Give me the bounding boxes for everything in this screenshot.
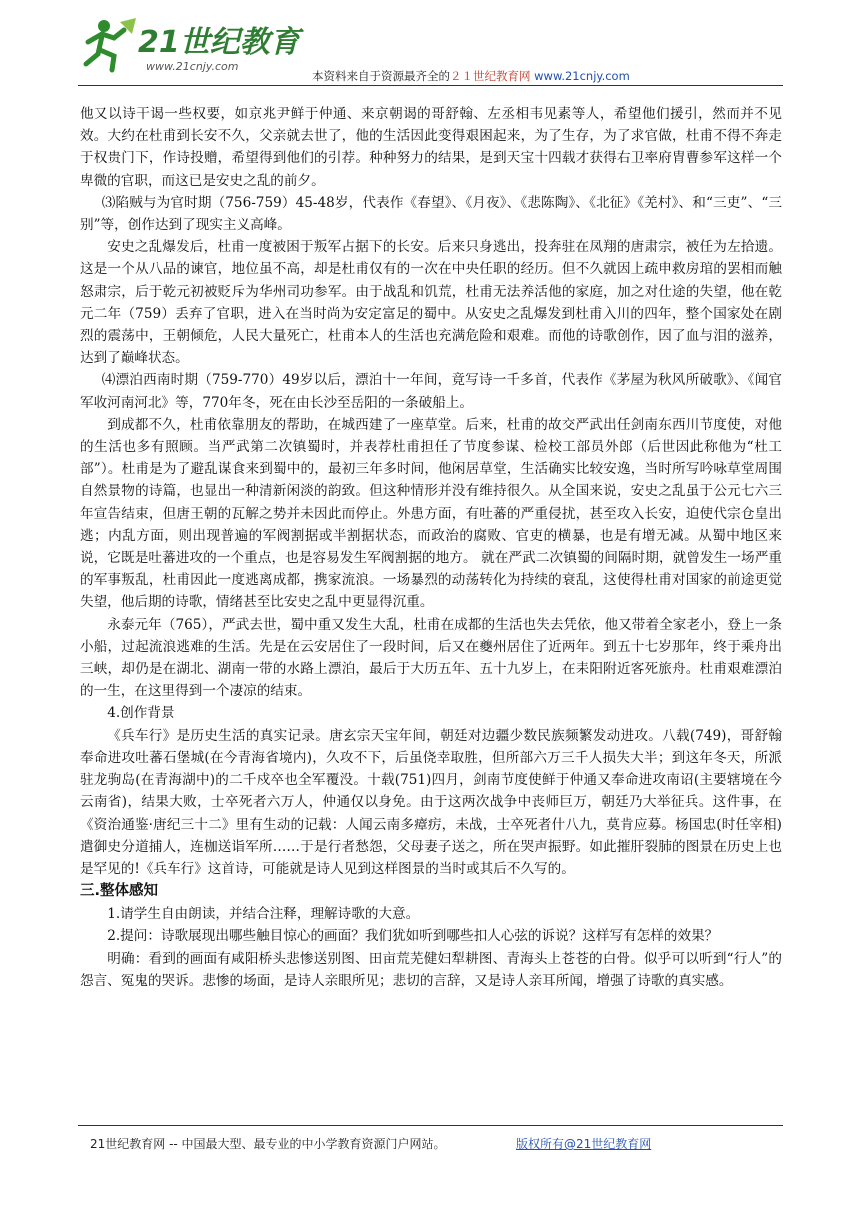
copyright-link[interactable]: 版权所有@21世纪教育网 [516, 1137, 652, 1151]
site-logo [80, 12, 310, 84]
list-item: 2.提问：诗歌展现出哪些触目惊心的画面？我们犹如听到哪些扣人心弦的诉说？这样写有怎样的效果？ [107, 928, 719, 945]
svg-text:21世纪教育: 21世纪教育 [138, 25, 300, 60]
paragraph: ⑷漂泊西南时期（759-770）49岁以后，漂泊十一年间，竟写诗一千多首，代表作《茅屋为秋风所破歌》、《闻官军收河南河北》等，770年冬，死在由长沙至岳阳的一条破船上。 [80, 372, 782, 411]
page-header [0, 0, 860, 95]
paragraph: 《兵车行》是历史生活的真实记录。唐玄宗天宝年间，朝廷对边疆少数民族频繁发动进攻。八载(749)，哥舒翰奉命进攻吐蕃石堡城(在今青海省境内)，久攻不下，后虽侥幸取胜，但所部六万三千人损失大半；到这年冬天，所派驻龙驹岛(在青海湖中)的二千戍卒也全军覆没。十载(751)四月，剑南节度使鲜于仲通又奉命进攻南诏(主要辖境在今云南省)，结果大败，士卒死者六万人，仲通仅以身免。由于这两次战争中丧师巨万，朝廷乃大举征兵。这件事，在《资治通鉴·唐纪三十二》里有生动的记载：人闻云南多瘴疠，未战，士卒死者什八九，莫肯应募。杨国忠(时任宰相)遣御史分道捕人，连枷送诣军所……于是行者愁怨，父母妻子送之，所在哭声振野。如此摧肝裂肺的图景在历史上也是罕见的!《兵车行》这首诗，可能就是诗人见到这样图景的当时或其后不久写的。 [80, 727, 782, 877]
paragraph: 永泰元年（765），严武去世，蜀中重又发生大乱，杜甫在成都的生活也失去凭依，他又带着全家老小，登上一条小船，过起流浪逃难的生活。先是在云安居住了一段时间，后又在夔州居住了近两年。到五十七岁那年，终于乘舟出三峡，却仍是在湖北、湖南一带的水路上漂泊，最后于大历五年、五十九岁上，在耒阳附近客死旅舟。杜甫艰难漂泊的一生，在这里得到一个凄凉的结束。 [80, 616, 782, 700]
svg-text:www.21cnjy.com: www.21cnjy.com [146, 60, 239, 73]
header-source-text [312, 68, 630, 84]
footer-divider [78, 1125, 783, 1126]
document-body [80, 103, 782, 992]
paragraph: 安史之乱爆发后，杜甫一度被困于叛军占据下的长安。后来只身逃出，投奔驻在凤翔的唐肃宗，被任为左拾遗。这是一个从八品的谏官，地位虽不高，却是杜甫仅有的一次在中央任职的经历。但不久就因上疏申救房琯的罢相而触怒肃宗，后于乾元初被贬斥为华州司功参军。由于战乱和饥荒，杜甫无法养活他的家庭，加之对仕途的失望，他在乾元二年（759）丢弃了官职，进入在当时尚为安定富足的蜀中。从安史之乱爆发到杜甫入川的四年，整个国家处在剧烈的震荡中，王朝倾危，人民大量死亡，杜甫本人的生活也充满危险和艰难。而他的诗歌创作，因了血与泪的滋养，达到了巅峰状态。 [80, 239, 782, 367]
section-heading: 三.整体感知 [80, 883, 159, 900]
header-divider [78, 85, 783, 86]
header-source-prefix: 本资料来自于资源最齐全的 [312, 69, 450, 83]
paragraph: 到成都不久，杜甫依靠朋友的帮助，在城西建了一座草堂。后来，杜甫的故交严武出任剑南东西川节度使，对他的生活也多有照顾。当严武第二次镇蜀时，并表荐杜甫担任了节度参谋、检校工部员外郎（后世因此称他为“杜工部”）。杜甫是为了避乱谋食来到蜀中的，最初三年多时间，他闲居草堂，生活确实比较安逸，当时所写吟咏草堂周围自然景物的诗篇，也显出一种清新闲淡的韵致。但这种情形并没有维持很久。从全国来说，安史之乱虽于公元七六三年宣告结束，但唐王朝的瓦解之势并未因此而停止。外患方面，有吐蕃的严重侵扰，甚至攻入长安，迫使代宗仓皇出逃；内乱方面，则出现普遍的军阀割据或半割据状态，而政治的腐败、官吏的横暴，也是有增无减。从蜀中地区来说，它既是吐蕃进攻的一个重点，也是容易发生军阀割据的地方。 就在严武二次镇蜀的间隔时期，就曾发生一场严重的军事叛乱，杜甫因此一度逃离成都，携家流浪。一场暴烈的动荡转化为持续的衰乱，这使得杜甫对国家的前途更觉失望，他后期的诗歌，情绪甚至比安史之乱中更显得沉重。 [80, 416, 782, 611]
header-source-site[interactable]: ２１世纪教育网 [450, 69, 531, 83]
header-source-url[interactable]: www.21cnjy.com [534, 69, 630, 83]
running-figure-icon [86, 18, 136, 70]
paragraph: ⑶陷贼与为官时期（756-759）45-48岁，代表作《春望》、《月夜》、《悲陈陶》、《北征》《羌村》、和“三吏”、“三别”等，创作达到了现实主义高峰。 [80, 194, 782, 234]
paragraph: 明确：看到的画面有咸阳桥头悲惨送别图、田亩荒芜健妇犁耕图、青海头上苍苍的白骨。似乎可以听到“行人”的怨言、冤鬼的哭诉。悲惨的场面，是诗人亲眼所见；悲切的言辞，又是诗人亲耳所闻，增强了诗歌的真实感。 [80, 950, 782, 989]
page-footer [90, 1135, 652, 1152]
subheading: 4.创作背景 [107, 705, 175, 722]
list-item: 1.请学生自由朗读，并结合注释，理解诗歌的大意。 [107, 906, 420, 923]
paragraph: 他又以诗干谒一些权要，如京兆尹鲜于仲通、来京朝谒的哥舒翰、左丞相韦见素等人，希望他们援引，然而并不见效。大约在杜甫到长安不久，父亲就去世了，他的生活因此变得艰困起来，为了生存，为了求官做，杜甫不得不奔走于权贵门下，作诗投赠，希望得到他们的引荐。种种努力的结果，是到天宝十四载才获得右卫率府胄曹参军这样一个卑微的官职，而这已是安史之乱的前夕。 [80, 106, 782, 189]
footer-text: 21世纪教育网 -- 中国最大型、最专业的中小学教育资源门户网站。 [90, 1137, 446, 1151]
